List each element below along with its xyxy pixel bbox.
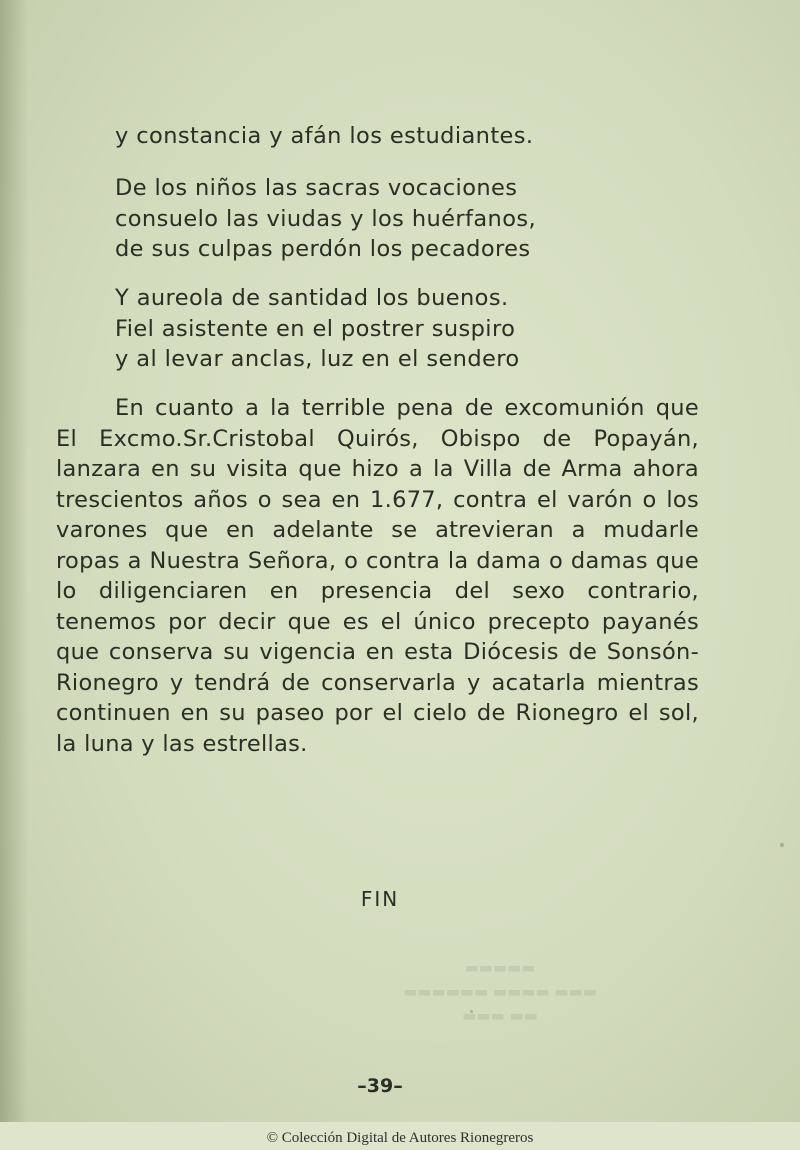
paper-speck [780,843,784,847]
page-gutter-shadow [0,0,28,1150]
verse-line: consuelo las viudas y los huérfanos, [115,205,537,232]
verse-stanza-3 [115,283,735,375]
verse-stanza-1 [115,121,735,152]
verse-line: Fiel asistente en el postrer suspiro [115,315,516,342]
verse-line: de sus culpas perdón los pecadores [115,236,531,262]
verse-line: y al levar anclas, luz en el sendero [115,346,520,372]
verse-line: De los niños las sacras vocaciones [115,175,518,201]
verse-line: y constancia y afán los estudiantes. [115,123,534,149]
paper-speck [470,1010,473,1013]
verse-stanza-2 [115,173,735,265]
body-paragraph: En cuanto a la terrible pena de excomunión que El Excmo.Sr.Cristobal Quirós, Obispo de Popayán, lanzara en su visita que hizo a la Villa de Arma ahora trescientos años o sea en 1.677, contra el varón o los varones que en adelante se atrevieran a mudarle ropas a Nuestra Señora, o contra la dama o damas que lo diligenciaren en presencia del sexo contrario, tenemos por decir que es el único precepto payanés que conserva su vigencia en esta Diócesis de Sonsón-Rionegro y tendrá de conservarla y acatarla mientras continuen en su paseo por el cielo de Rionegro el sol, la luna y las estrellas. [56,395,699,757]
verse-line: Y aureola de santidad los buenos. [115,285,509,311]
page-number: –39– [357,1075,403,1097]
closing-fin: FIN [360,887,400,911]
copyright-footer: © Colección Digital de Autores Rionegreros [266,1130,534,1146]
bleed-through-text: ▬▬▬ ▬▬ ▬▬▬▬▬▬ ▬▬▬▬ ▬▬▬ ▬▬▬▬▬ [403,961,597,1027]
